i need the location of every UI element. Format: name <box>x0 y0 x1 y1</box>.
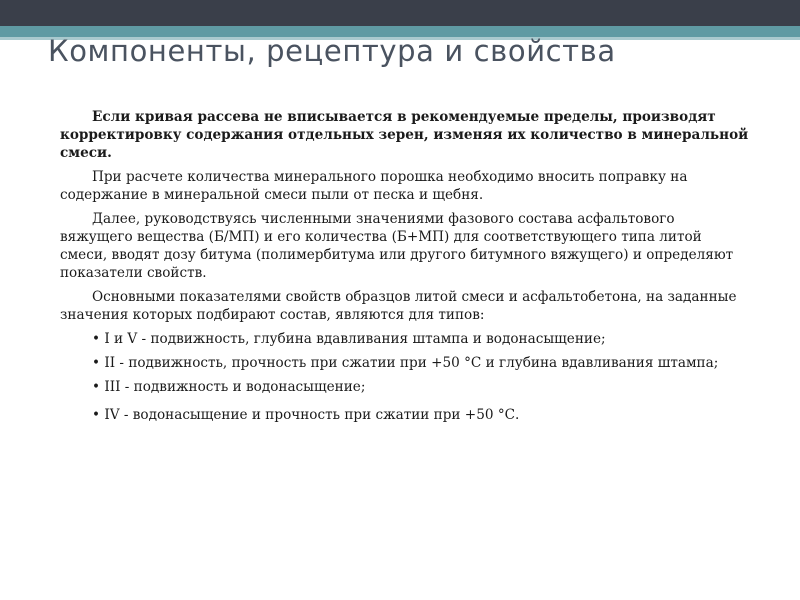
list-item-type-2: • II - подвижность, прочность при сжатии при +50 °С и глубина вдавливания штампа; <box>92 355 719 371</box>
paragraph-intro: Если кривая рассева не вписывается в рекомендуемые пределы, производят корректировку содержания отдельных зерен, изменяя их количество в минеральной смеси. <box>60 109 749 161</box>
paragraph-powder: При расчете количества минерального порошка необходимо вносить поправку на содержание в минеральной смеси пыли от песка и щебня. <box>60 169 688 203</box>
list-item-type-3: • III - подвижность и водонасыщение; <box>92 379 366 395</box>
paragraph-properties: Основными показателями свойств образцов литой смеси и асфальтобетона, на заданные значения которых подбирают состав, являются для типов: <box>60 289 737 323</box>
slide-title: Компоненты, рецептура и свойства <box>48 34 616 68</box>
list-item-type-4: • IV - водонасыщение и прочность при сжатии при +50 °С. <box>92 407 520 423</box>
list-item-type-1-5: • I и V - подвижность, глубина вдавливания штампа и водонасыщение; <box>92 331 606 347</box>
header-band-dark <box>0 0 800 26</box>
slide-body <box>60 108 750 430</box>
paragraph-bitumen: Далее, руководствуясь численными значениями фазового состава асфальтового вяжущего вещества (Б/МП) и его количества (Б+МП) для соответствующего типа литой смеси, вводят дозу битума (полимербитума или другого битумного вяжущего) и определяют показатели свойств. <box>60 211 734 281</box>
